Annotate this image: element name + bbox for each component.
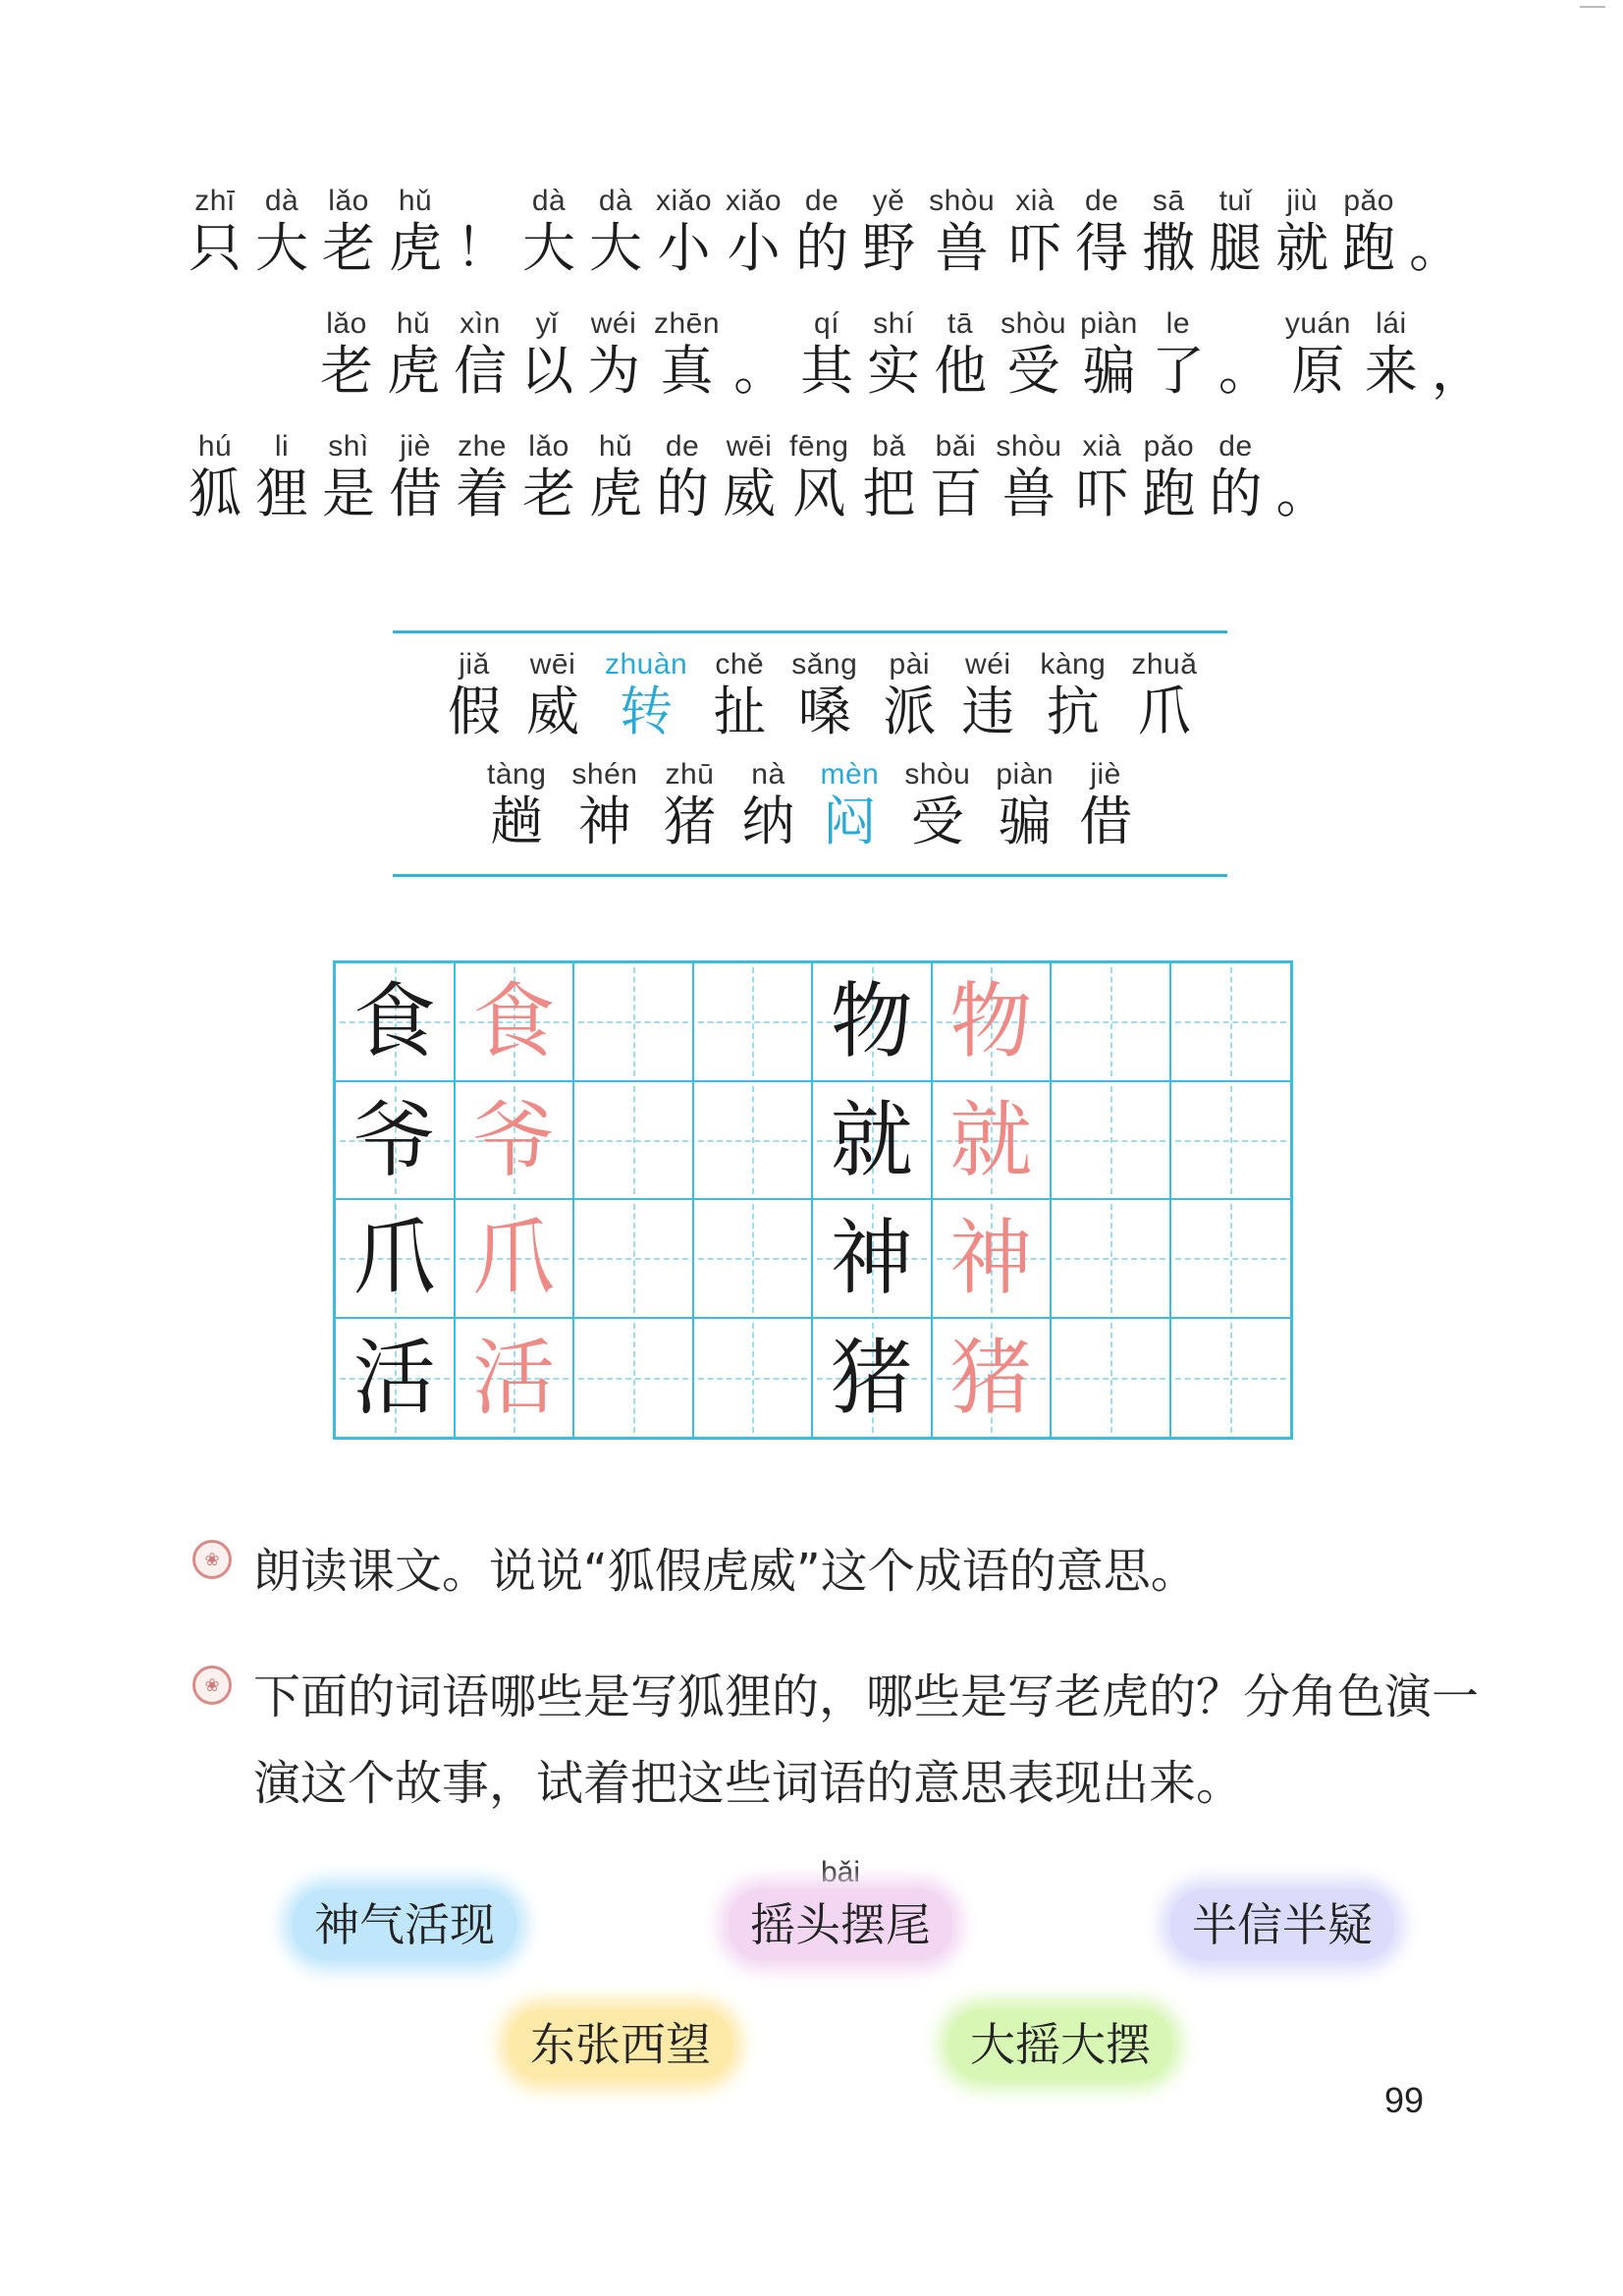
pinyin-char [387, 307, 440, 402]
pinyin: jiǎ [459, 648, 490, 681]
pinyin-char [867, 307, 920, 402]
pinyin: shòu [904, 758, 971, 791]
hanzi: 吓 [1008, 217, 1062, 279]
pinyin-char [713, 648, 766, 742]
pinyin: lǎo [528, 430, 569, 463]
hanzi: 来 [1364, 340, 1418, 402]
hanzi: 威 [723, 463, 776, 524]
hanzi: 兽 [1001, 463, 1055, 524]
hanzi: 威 [526, 681, 579, 742]
pinyin-char [389, 430, 442, 524]
grid-cell [694, 1200, 814, 1319]
grid-cell [456, 1200, 575, 1319]
pinyin-char [522, 430, 575, 524]
grid-cell [813, 963, 933, 1082]
pinyin: pǎo [1343, 185, 1394, 217]
grid-cell [813, 1319, 933, 1438]
pinyin-char [322, 185, 375, 279]
pinyin: shòu [929, 185, 996, 217]
hanzi: 骗 [998, 791, 1052, 852]
pinyin: tuǐ [1218, 185, 1252, 217]
hanzi: 扯 [713, 681, 767, 742]
pinyin: yuán [1284, 307, 1351, 340]
hanzi: 狐 [189, 463, 242, 524]
text-line-1 [189, 185, 1476, 279]
pinyin-char [791, 648, 857, 742]
pinyin: hǔ [598, 430, 633, 463]
grid-cell [1052, 1319, 1171, 1438]
pinyin: zhuàn [605, 648, 688, 681]
grid-cell [694, 1319, 814, 1438]
pinyin-char [862, 185, 915, 279]
word-chip [1170, 1856, 1394, 1960]
vocab-row-1 [448, 648, 1222, 742]
pinyin: jiè [1090, 758, 1121, 791]
pinyin: li [274, 430, 290, 463]
grid-cell [336, 1319, 456, 1438]
pinyin-char [1152, 307, 1205, 402]
hanzi: 借 [1079, 791, 1133, 852]
pinyin: pài [889, 648, 931, 681]
vocab-row-2 [487, 758, 1158, 852]
pinyin: sǎng [791, 648, 858, 681]
pinyin: piàn [1080, 307, 1138, 340]
hanzi: 跑 [1342, 217, 1396, 279]
pinyin-char [587, 307, 640, 402]
grid-cell [1171, 1319, 1291, 1438]
pinyin: dà [598, 185, 633, 217]
pinyin-char [320, 307, 373, 402]
tracing-character: 就 [949, 1091, 1033, 1188]
pinyin: wéi [590, 307, 637, 340]
pinyin-char [454, 307, 507, 402]
text-line-2 [320, 307, 1498, 402]
pinyin: shòu [996, 430, 1062, 463]
grid-cell [933, 963, 1053, 1082]
pinyin-char [487, 758, 546, 852]
grid-cell [1052, 1082, 1171, 1201]
hanzi: 撒 [1142, 217, 1196, 279]
hanzi: 。 [733, 340, 787, 402]
pinyin: lǎo [328, 185, 369, 217]
hanzi: 跑 [1142, 463, 1196, 524]
hanzi: 爪 [1137, 681, 1191, 742]
grid-cell [933, 1200, 1053, 1319]
hanzi: 派 [883, 681, 937, 742]
pinyin-char [1040, 648, 1106, 742]
pinyin: wēi [726, 430, 773, 463]
corner-mark [1580, 6, 1605, 8]
exercise-icon: ❀ [192, 1540, 232, 1579]
grid-cell [1171, 1200, 1291, 1319]
hanzi: 的 [795, 217, 849, 279]
pinyin-char [1008, 185, 1061, 279]
model-character: 爷 [352, 1091, 436, 1188]
exercise-1-text: 朗读课文。说说“狐假虎威”这个成语的意思。 [253, 1544, 1198, 1599]
model-character: 食 [352, 973, 436, 1070]
pinyin: jiù [1286, 185, 1318, 217]
pinyin: qí [814, 307, 840, 340]
word-chip-label: 神气活现 [293, 1889, 516, 1960]
pinyin-char [741, 758, 794, 852]
model-character: 猪 [830, 1329, 913, 1426]
pinyin: xiǎo [656, 185, 713, 217]
pinyin: hú [197, 430, 233, 463]
pinyin-char [1342, 185, 1395, 279]
hanzi: 他 [934, 340, 988, 402]
hanzi: 是 [322, 463, 375, 524]
pinyin-char [189, 185, 242, 279]
hanzi: 大 [522, 217, 575, 279]
pinyin: zhū [665, 758, 715, 791]
hanzi: 原 [1291, 340, 1345, 402]
vocab-bottom-rule [393, 874, 1227, 877]
pinyin: shì [328, 430, 369, 463]
hanzi: 转 [620, 681, 674, 742]
pinyin-char [255, 185, 308, 279]
hanzi: 狸 [255, 463, 308, 524]
hanzi: 虎 [387, 340, 440, 402]
pinyin: shòu [1001, 307, 1067, 340]
pinyin-char [389, 185, 442, 279]
pinyin-char [589, 430, 642, 524]
hanzi: 大 [255, 217, 308, 279]
hanzi: 抗 [1046, 681, 1100, 742]
hanzi: 百 [929, 463, 983, 524]
hanzi: 老 [322, 217, 375, 279]
hanzi: 嗓 [797, 681, 851, 742]
pinyin: xiǎo [726, 185, 783, 217]
writing-grid [333, 960, 1293, 1440]
pinyin-char [1080, 307, 1138, 402]
word-chip-label: 摇头摆尾 [729, 1889, 952, 1960]
word-chip-label: 半信半疑 [1170, 1889, 1394, 1960]
tracing-character: 猪 [949, 1329, 1033, 1426]
pinyin: xià [1082, 430, 1122, 463]
hanzi: 小 [727, 217, 781, 279]
pinyin: tàng [487, 758, 547, 791]
pinyin: dà [531, 185, 567, 217]
pinyin-char [996, 430, 1061, 524]
tracing-character: 物 [949, 973, 1033, 1070]
grid-cell [1171, 963, 1291, 1082]
pinyin: tā [947, 307, 974, 340]
grid-cell [574, 1319, 694, 1438]
pinyin: nà [751, 758, 785, 791]
hanzi: 野 [862, 217, 916, 279]
pinyin-char [1131, 648, 1197, 742]
hanzi: 借 [389, 463, 442, 524]
grid-cell [574, 963, 694, 1082]
pinyin-char [1142, 185, 1195, 279]
tracing-character: 食 [472, 973, 556, 1070]
tracing-character: 爷 [472, 1091, 556, 1188]
grid-cell [933, 1082, 1053, 1201]
pinyin-char [522, 185, 575, 279]
pinyin-char [589, 185, 642, 279]
pinyin-char [654, 307, 720, 402]
hanzi: 。 [1409, 217, 1463, 279]
pinyin: dà [264, 185, 299, 217]
grid-cell [336, 1082, 456, 1201]
hanzi: 假 [448, 681, 501, 742]
pinyin-char [1275, 185, 1328, 279]
exercise-2 [192, 1654, 1500, 1827]
pinyin: fēng [789, 430, 849, 463]
pinyin: sā [1152, 185, 1185, 217]
hanzi: 以 [520, 340, 573, 402]
pinyin: lái [1376, 307, 1407, 340]
pinyin: jiè [400, 430, 431, 463]
hanzi: 老 [320, 340, 373, 402]
pinyin: hǔ [398, 185, 433, 217]
pinyin-char [1209, 185, 1262, 279]
vocab-top-rule [393, 630, 1227, 633]
hanzi: 着 [456, 463, 509, 524]
hanzi: 老 [522, 463, 575, 524]
pinyin-char [1409, 185, 1462, 279]
grid-cell [694, 963, 814, 1082]
pinyin: lǎo [326, 307, 367, 340]
page-number: 99 [1384, 2080, 1425, 2120]
pinyin: shén [571, 758, 638, 791]
hanzi: 骗 [1082, 340, 1136, 402]
hanzi: 了 [1151, 340, 1205, 402]
pinyin: wéi [965, 648, 1011, 681]
grid-cell [813, 1082, 933, 1201]
hanzi: 把 [862, 463, 916, 524]
pinyin-char [663, 758, 716, 852]
pinyin-char [883, 648, 936, 742]
pinyin-char [605, 648, 687, 742]
word-chip [293, 1856, 516, 1960]
pinyin: bǎ [872, 430, 906, 463]
pinyin-char [1365, 307, 1418, 402]
pinyin: de [665, 430, 700, 463]
pinyin: mèn [820, 758, 880, 791]
word-chip [509, 1976, 732, 2080]
pinyin: xìn [460, 307, 501, 340]
pinyin: de [804, 185, 839, 217]
pinyin-char [571, 758, 637, 852]
pinyin-char [448, 648, 501, 742]
pinyin: de [1218, 430, 1253, 463]
tracing-character: 爪 [472, 1210, 556, 1307]
pinyin-char [1432, 307, 1485, 402]
pinyin-char [1142, 430, 1195, 524]
pinyin-char [996, 758, 1054, 852]
pinyin-char [820, 758, 879, 852]
hanzi: 虎 [389, 217, 442, 279]
pinyin-char [733, 307, 786, 402]
hanzi: 受 [1006, 340, 1060, 402]
grid-cell [574, 1082, 694, 1201]
pinyin: bǎi [935, 430, 977, 463]
model-character: 就 [830, 1091, 913, 1188]
pinyin-char [656, 430, 709, 524]
tracing-character: 活 [472, 1329, 556, 1426]
pinyin-char [904, 758, 970, 852]
grid-cell [336, 1200, 456, 1319]
pinyin-char [1275, 430, 1328, 524]
pinyin-char [1075, 430, 1128, 524]
grid-cell [336, 963, 456, 1082]
tracing-character: 神 [949, 1210, 1033, 1307]
pinyin: piàn [996, 758, 1055, 791]
hanzi: 真 [660, 340, 714, 402]
pinyin: shí [873, 307, 914, 340]
model-character: 神 [830, 1210, 913, 1307]
word-chip-label: 东张西望 [509, 2009, 732, 2080]
word-chip [729, 1856, 952, 1960]
pinyin: hǔ [396, 307, 431, 340]
grid-cell [456, 1319, 575, 1438]
hanzi: 就 [1275, 217, 1329, 279]
pinyin-char [322, 430, 375, 524]
pinyin: zhēn [654, 307, 721, 340]
pinyin-char [1075, 185, 1128, 279]
pinyin-char [656, 185, 712, 279]
grid-cell [456, 1082, 575, 1201]
pinyin: chě [715, 648, 765, 681]
pinyin-char [800, 307, 853, 402]
hanzi: 腿 [1209, 217, 1263, 279]
pinyin-char [456, 430, 509, 524]
pinyin-char [520, 307, 573, 402]
pinyin-char [189, 430, 242, 524]
pinyin: de [1084, 185, 1119, 217]
hanzi: 为 [587, 340, 640, 402]
grid-cell [1171, 1082, 1291, 1201]
pinyin: yě [872, 185, 905, 217]
hanzi: 虎 [589, 463, 642, 524]
pinyin-char [929, 430, 982, 524]
word-chip-label: 大摇大摆 [948, 2009, 1172, 2080]
grid-cell [1052, 1200, 1171, 1319]
pinyin-char [723, 430, 776, 524]
pinyin-char [795, 185, 848, 279]
hanzi: 闷 [823, 791, 877, 852]
grid-cell [574, 1200, 694, 1319]
hanzi: 其 [800, 340, 854, 402]
hanzi: 趟 [490, 791, 544, 852]
word-chip [948, 1976, 1172, 2080]
grid-cell [1052, 963, 1171, 1082]
pinyin-char [934, 307, 987, 402]
word-chip-pinyin: bǎi [820, 1856, 861, 1888]
grid-cell [933, 1319, 1053, 1438]
model-character: 活 [352, 1329, 436, 1426]
hanzi: 。 [1275, 463, 1329, 524]
hanzi: 只 [189, 217, 242, 279]
pinyin: xià [1015, 185, 1055, 217]
hanzi: ！ [456, 217, 509, 279]
model-character: 物 [830, 973, 913, 1070]
pinyin-char [1218, 307, 1271, 402]
pinyin-char [526, 648, 579, 742]
pinyin-char [1285, 307, 1351, 402]
pinyin: wēi [529, 648, 576, 681]
pinyin-char [929, 185, 995, 279]
hanzi: 小 [657, 217, 711, 279]
pinyin: kàng [1040, 648, 1107, 681]
grid-cell [456, 963, 575, 1082]
pinyin: zhe [458, 430, 507, 463]
exercise-icon: ❀ [192, 1666, 232, 1705]
pinyin-char [456, 185, 509, 279]
hanzi: 的 [656, 463, 709, 524]
pinyin-char [961, 648, 1014, 742]
pinyin: le [1165, 307, 1191, 340]
hanzi: 实 [867, 340, 921, 402]
hanzi: 的 [1209, 463, 1263, 524]
hanzi: 信 [454, 340, 507, 402]
hanzi: 神 [577, 791, 631, 852]
pinyin-char [726, 185, 782, 279]
pinyin: zhī [194, 185, 236, 217]
grid-cell [813, 1200, 933, 1319]
model-character: 爪 [352, 1210, 436, 1307]
text-line-3 [189, 430, 1342, 524]
hanzi: 得 [1075, 217, 1129, 279]
hanzi: 纳 [741, 791, 795, 852]
hanzi: 猪 [663, 791, 717, 852]
grid-cell [694, 1082, 814, 1201]
pinyin-char [1001, 307, 1066, 402]
exercise-1 [192, 1528, 1500, 1614]
hanzi: 风 [792, 463, 846, 524]
pinyin-char [255, 430, 308, 524]
exercise-2-text: 下面的词语哪些是写狐狸的，哪些是写老虎的？分角色演一演这个故事，试着把这些词语的意思表现出来。 [253, 1669, 1480, 1811]
pinyin: zhuǎ [1131, 648, 1198, 681]
pinyin-char [1079, 758, 1132, 852]
pinyin: yǐ [535, 307, 559, 340]
hanzi: 。 [1217, 340, 1271, 402]
pinyin-char [789, 430, 848, 524]
pinyin-char [1209, 430, 1262, 524]
hanzi: 大 [589, 217, 642, 279]
hanzi: 受 [910, 791, 964, 852]
pinyin: pǎo [1143, 430, 1195, 463]
hanzi: 违 [961, 681, 1015, 742]
pinyin-char [862, 430, 915, 524]
hanzi: 兽 [935, 217, 989, 279]
hanzi: 吓 [1075, 463, 1129, 524]
hanzi: ， [1431, 340, 1485, 402]
